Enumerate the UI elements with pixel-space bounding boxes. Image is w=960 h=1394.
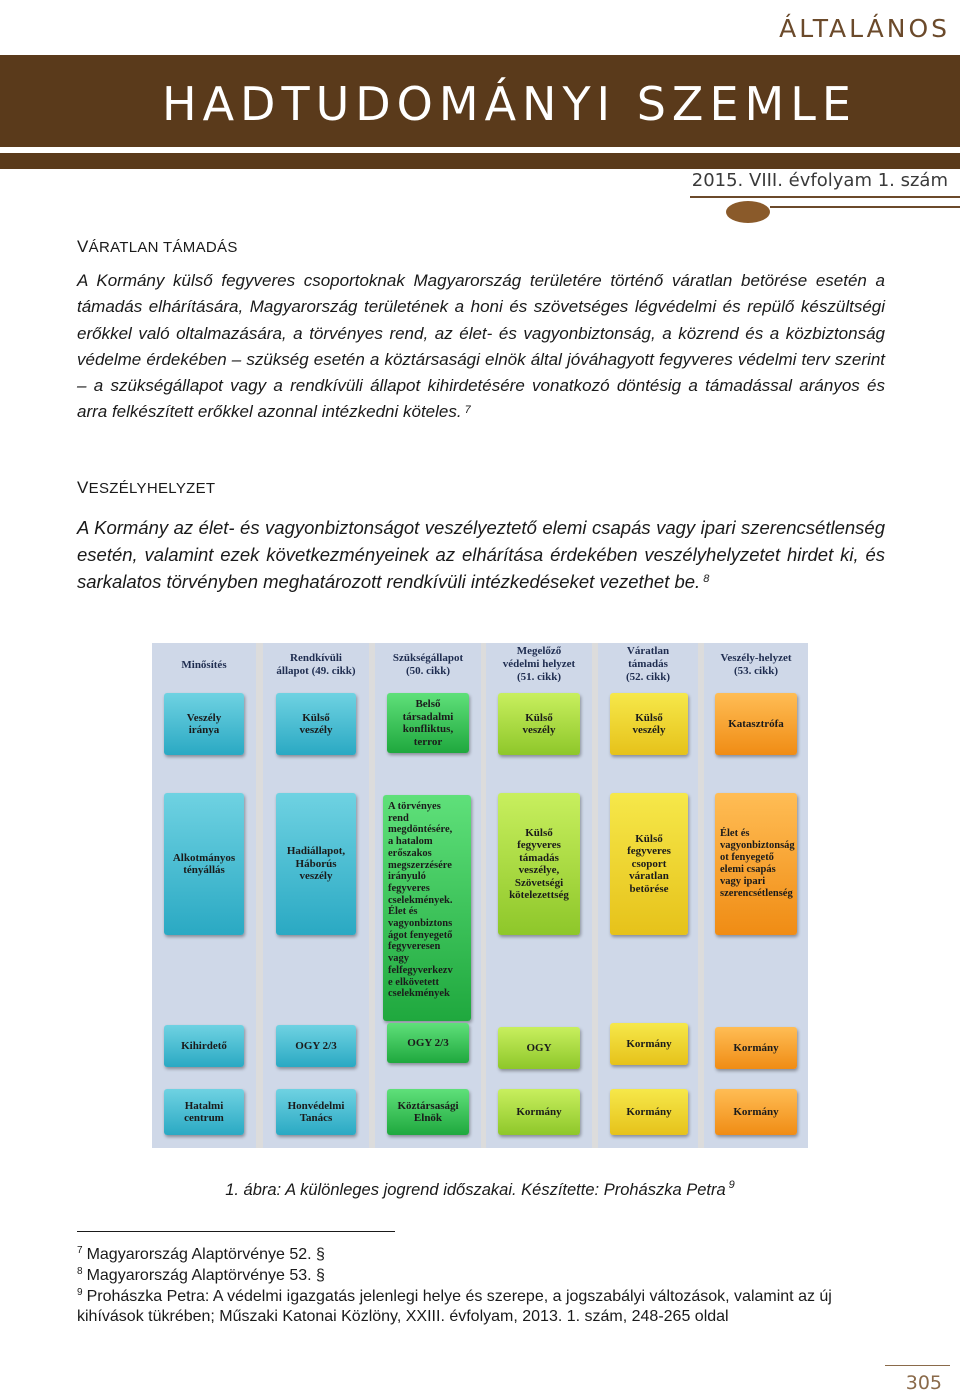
footnote-8: $^8$ Magyarország Alaptörvénye 53. § xyxy=(77,1266,325,1284)
cell-declarer-varatlan: Kormány xyxy=(610,1023,688,1065)
cell-power-megelozo: Kormány xyxy=(498,1089,580,1135)
footnote-ref[interactable]: 8 xyxy=(703,573,710,585)
cell-situation-megelozo: Külső fegyveres támadás veszélye, Szövetségi kötelezettség xyxy=(498,793,580,935)
cell-situation-veszelyhelyzet: Élet és vagyonbiztonság ot fenyegető elemi csapás vagy ipari szerencsétlenség xyxy=(715,793,797,935)
cell-danger-rendkivuli: Külső veszély xyxy=(276,693,356,755)
cell-danger-megelozo: Külső veszély xyxy=(498,693,580,755)
section-category: ÁLTALÁNOS xyxy=(779,14,950,43)
cell-situation-varatlan: Külső fegyveres csoport váratlan betörése xyxy=(610,793,688,935)
issue-band xyxy=(0,153,960,169)
cell-power-szuksegallapot: Köztársasági Elnök xyxy=(387,1089,469,1135)
cell-danger-label: Veszély iránya xyxy=(164,693,244,755)
section-body-varatlan-tamadas: A Kormány külső fegyveres csoportoknak Magyarország területére történő váratlan betörése esetén a támadás elhárítására, Magyarország területének a honi és szövetséges légvédelmi és repülő készültségi erőkkel való oltalmazására, a törvényes rend, az élet- és vagyonbiztonság, a közrend és a közbiztonság védelme érdekében – szükség esetén a köztársasági elnök által jóváhagyott fegyveres védelmi terv szerint – a szükségállapot vagy a rendkívüli állapot kihirdetésére vonatkozó döntésig a támadással arányos és arra felkészített erőkkel azonnal intézkedni köteles. $^7$ xyxy=(77,271,885,422)
header-varatlan-tamadas: Váratlan támadás (52. cikk) xyxy=(626,645,670,683)
decorative-ellipse xyxy=(726,201,770,223)
issue-divider-lower xyxy=(770,206,960,208)
footnote-ref[interactable]: 9 xyxy=(728,1179,735,1191)
footnote-ref[interactable]: 7 xyxy=(464,404,471,417)
journal-title: HADTUDOMÁNYI SZEMLE xyxy=(162,77,857,131)
footnote-divider xyxy=(77,1231,395,1232)
cell-declarer-szuksegallapot: OGY 2/3 xyxy=(387,1023,469,1063)
cell-power-label: Hatalmi centrum xyxy=(164,1089,244,1135)
cell-power-varatlan: Kormány xyxy=(610,1089,688,1135)
header-veszelyhelyzet: Veszély-helyzet (53. cikk) xyxy=(720,652,792,677)
header-minosites: Minősítés xyxy=(181,659,227,671)
section-body-veszelyhelyzet: A Kormány az élet- és vagyonbiztonságot veszélyeztető elemi csapás vagy ipari szerencsétlenség esetén, valamint ezek következményeinek az elhárítása érdekében veszélyhelyzetet hirdet ki, és sarkalatos törvényben meghatározott rendkívüli intézkedéseket vezethet be. $^8$ xyxy=(77,517,885,592)
section-title-veszelyhelyzet: VESZÉLYHELYZET xyxy=(77,478,216,497)
section-title-varatlan-tamadas: VÁRATLAN TÁMADÁS xyxy=(77,237,238,256)
cell-situation-szuksegallapot: A törvényes rend megdöntésére, a hatalom erőszakos megszerzésére irányuló fegyveres cselekmények. Élet és vagyonbiztons ágot fenyegető fegyveresen vagy felfegyverkezv e elkövetett cselekmények xyxy=(383,795,471,1021)
journal-banner xyxy=(0,55,960,147)
special-legal-order-diagram xyxy=(152,643,808,1148)
footnote-9: $^9$ Prohászka Petra: A védelmi igazgatás jelenlegi helye és szerepe, a jogszabályi változások, valamint az új kihívások tükrében; Műszaki Katonai Közlöny, XXIII. évfolyam, 2013. 1. szám, 248-265 oldal xyxy=(77,1287,832,1325)
cell-declarer-label: Kihirdető xyxy=(164,1025,244,1067)
cell-declarer-veszelyhelyzet: Kormány xyxy=(715,1027,797,1069)
issue-divider xyxy=(690,196,960,198)
cell-situation-label: Alkotmányos tényállás xyxy=(164,793,244,935)
page-number-divider xyxy=(885,1365,950,1366)
cell-power-rendkivuli: Honvédelmi Tanács xyxy=(276,1089,356,1135)
header-megelozo-vedelmi-helyzet: Megelőző védelmi helyzet (51. cikk) xyxy=(502,645,576,683)
cell-danger-szuksegallapot: Belső társadalmi konfliktus, terror xyxy=(387,693,469,753)
cell-situation-rendkivuli: Hadiállapot, Háborús veszély xyxy=(276,793,356,935)
figure-caption: 1. ábra: A különleges jogrend időszakai. Készítette: Prohászka Petra $^9$ xyxy=(225,1179,735,1199)
footnote-7: $^7$ Magyarország Alaptörvénye 52. § xyxy=(77,1245,325,1263)
cell-declarer-rendkivuli: OGY 2/3 xyxy=(276,1025,356,1067)
issue-info: 2015. VIII. évfolyam 1. szám xyxy=(691,170,948,191)
header-rendkivuli-allapot: Rendkívüli állapot (49. cikk) xyxy=(276,652,356,677)
cell-danger-varatlan: Külső veszély xyxy=(610,693,688,755)
page-number: 305 xyxy=(905,1372,942,1394)
header-szuksegallapot: Szükségállapot (50. cikk) xyxy=(392,652,464,677)
cell-power-veszelyhelyzet: Kormány xyxy=(715,1089,797,1135)
cell-danger-veszelyhelyzet: Katasztrófa xyxy=(715,693,797,755)
cell-declarer-megelozo: OGY xyxy=(498,1027,580,1069)
